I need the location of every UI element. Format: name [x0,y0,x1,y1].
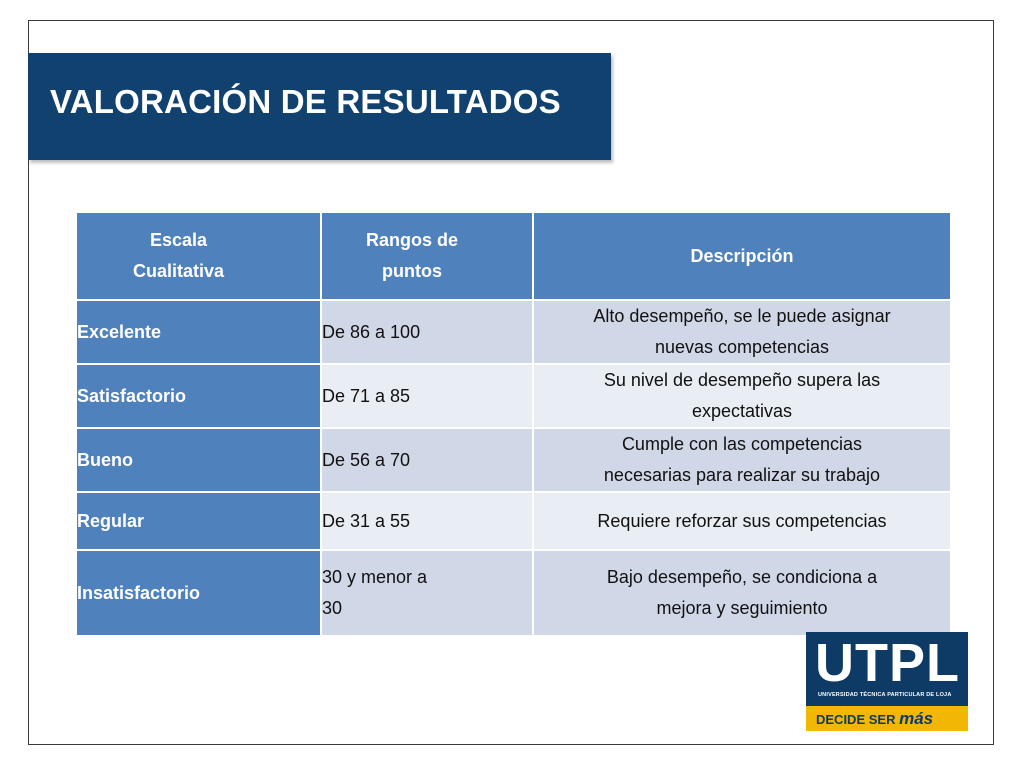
row-description-line2: necesarias para realizar su trabajo [603,465,881,485]
row-description [533,550,951,636]
row-description-line2: mejora y seguimiento [656,598,828,618]
results-table [75,211,952,637]
row-range-line2: 30 [322,598,343,618]
table-row [76,550,951,636]
row-range: De 71 a 85 [321,364,533,428]
logo-tagline-part1: DECIDE SER [816,712,896,727]
row-range: De 86 a 100 [321,300,533,364]
title-banner [28,53,611,160]
row-range: De 31 a 55 [321,492,533,550]
row-description [533,300,951,364]
logo-tagline [816,708,933,731]
table-row [76,492,951,550]
page-title: VALORACIÓN DE RESULTADOS [50,83,561,120]
row-description-line2: expectativas [691,401,793,421]
table-row [76,300,951,364]
table-row [76,364,951,428]
row-description [533,428,951,492]
header-scale-line2: Cualitativa [132,261,225,281]
row-label: Excelente [76,300,321,364]
row-label: Regular [76,492,321,550]
row-range-line1: 30 y menor a [322,567,428,587]
row-description-line2: nuevas competencias [654,337,830,357]
header-range-line1: Rangos de [365,230,458,250]
row-label: Bueno [76,428,321,492]
logo-letters: UTPL [815,633,960,693]
header-scale [76,212,321,300]
logo-tagline-part2: más [899,709,934,728]
table-header-row [76,212,951,300]
row-label: Insatisfactorio [76,550,321,636]
header-range [321,212,533,300]
logo-top-panel [806,632,968,706]
row-description: Requiere reforzar sus competencias [533,492,951,550]
row-description [533,364,951,428]
row-description-line1: Bajo desempeño, se condiciona a [606,567,878,587]
logo-tagline-bar [806,706,968,731]
utpl-logo [806,632,968,731]
logo-subtitle: UNIVERSIDAD TÉCNICA PARTICULAR DE LOJA [818,692,952,698]
header-range-line2: puntos [381,261,442,281]
row-label: Satisfactorio [76,364,321,428]
row-range [321,550,533,636]
row-description-line1: Su nivel de desempeño supera las [603,370,881,390]
row-range: De 56 a 70 [321,428,533,492]
header-scale-line1: Escala [149,230,208,250]
table-row [76,428,951,492]
row-description-line1: Cumple con las competencias [621,434,863,454]
header-description: Descripción [533,212,951,300]
row-description-line1: Alto desempeño, se le puede asignar [593,306,891,326]
